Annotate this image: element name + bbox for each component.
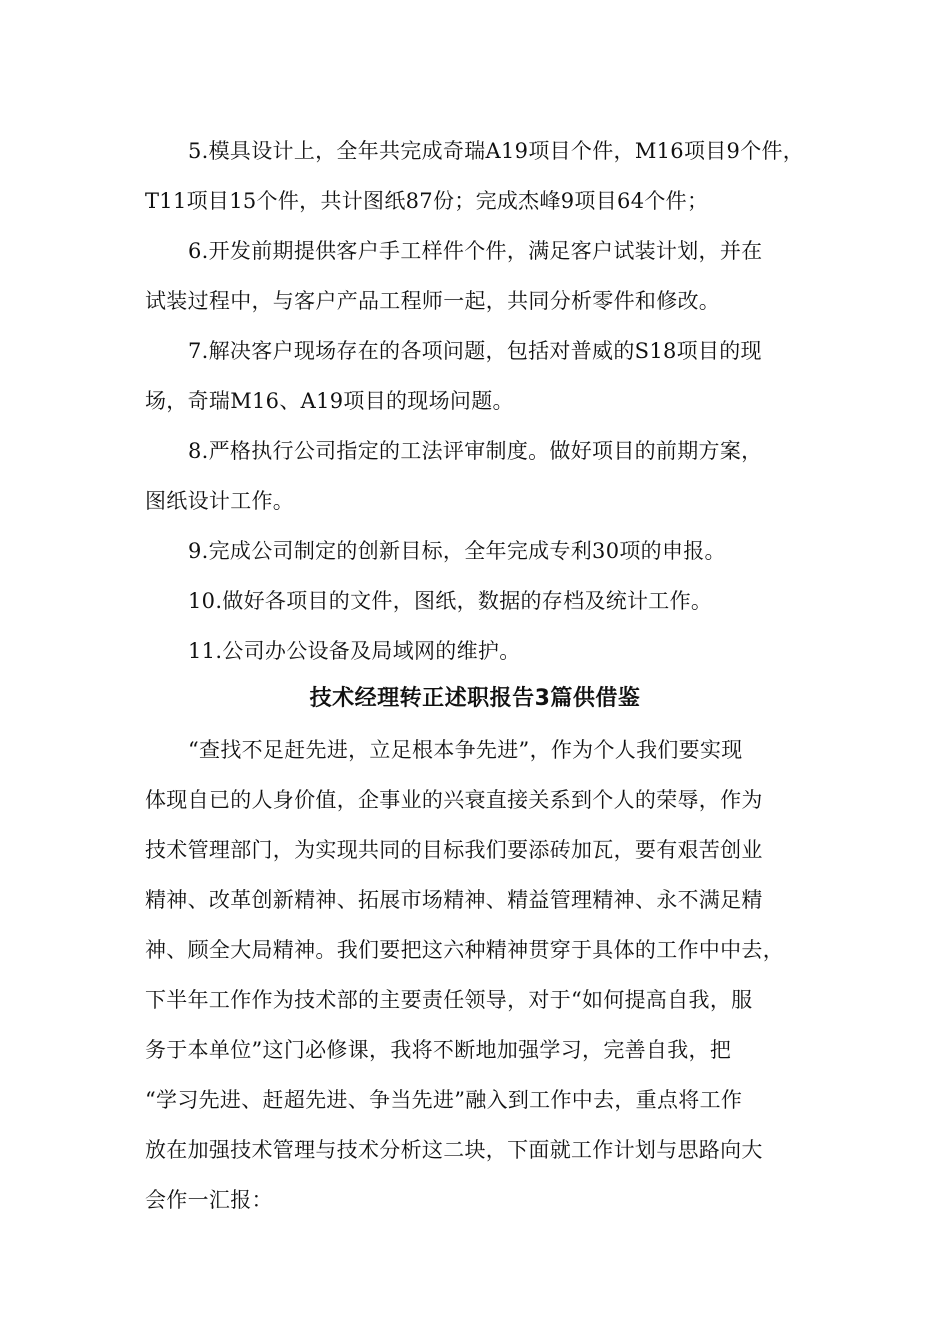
intro-line-7: 务于本单位”这门必修课，我将不断地加强学习，完善自我，把	[145, 1038, 732, 1062]
intro-line-10: 会作一汇报：	[145, 1188, 273, 1212]
list-item-10: 10.做好各项目的文件，图纸，数据的存档及统计工作。	[188, 589, 713, 613]
intro-line-1: “查找不足赶先进，立足根本争先进”，作为个人我们要实现	[188, 738, 743, 762]
list-item-11: 11.公司办公设备及局域网的维护。	[188, 639, 521, 663]
list-item-8-line-1: 8.严格执行公司指定的工法评审制度。做好项目的前期方案，	[188, 439, 763, 463]
intro-line-2: 体现自已的人身价值，企事业的兴衰直接关系到个人的荣辱，作为	[145, 788, 763, 812]
list-item-6-line-2: 试装过程中，与客户产品工程师一起，共同分析零件和修改。	[145, 289, 721, 313]
intro-line-9: 放在加强技术管理与技术分析这二块，下面就工作计划与思路向大	[145, 1138, 763, 1162]
list-item-8-line-2: 图纸设计工作。	[145, 489, 295, 513]
intro-line-4: 精神、改革创新精神、拓展市场精神、精益管理精神、永不满足精	[145, 888, 763, 912]
list-item-6-line-1: 6.开发前期提供客户手工样件个件，满足客户试装计划，并在	[188, 239, 763, 263]
intro-line-5: 神、顾全大局精神。我们要把这六种精神贯穿于具体的工作中中去，	[145, 938, 784, 962]
intro-line-6: 下半年工作作为技术部的主要责任领导，对于“如何提高自我，服	[145, 988, 753, 1012]
list-item-7-line-2: 场，奇瑞M16、A19项目的现场问题。	[145, 389, 514, 413]
section-title: 技术经理转正述职报告3篇供借鉴	[309, 686, 641, 711]
intro-line-3: 技术管理部门，为实现共同的目标我们要添砖加瓦，要有艰苦创业	[145, 838, 763, 862]
list-item-7-line-1: 7.解决客户现场存在的各项问题，包括对普威的S18项目的现	[188, 339, 762, 363]
list-item-5-line-1: 5.模具设计上，全年共完成奇瑞A19项目个件，M16项目9个件，	[188, 139, 805, 163]
intro-line-8: “学习先进、赶超先进、争当先进”融入到工作中去，重点将工作	[145, 1088, 743, 1112]
list-item-5-line-2: T11项目15个件，共计图纸87份；完成杰峰9项目64个件；	[145, 189, 709, 213]
list-item-9: 9.完成公司制定的创新目标，全年完成专利30项的申报。	[188, 539, 726, 563]
